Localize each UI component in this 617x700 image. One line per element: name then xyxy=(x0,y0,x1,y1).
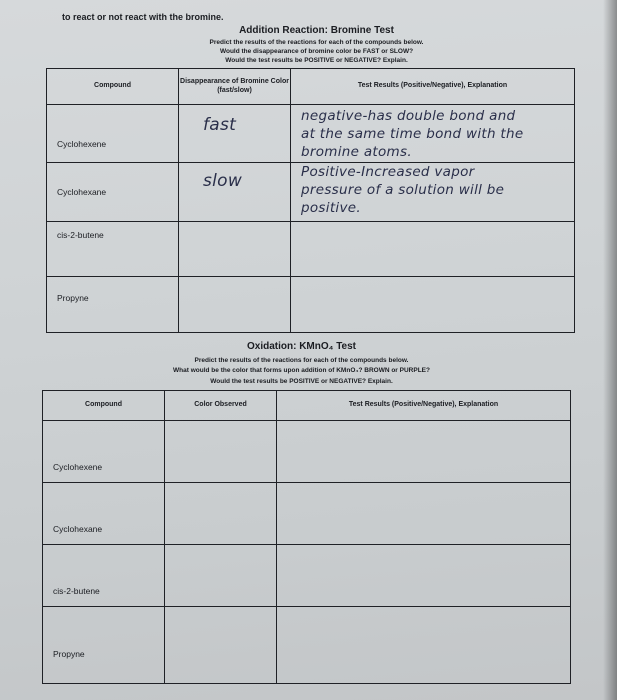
table-row xyxy=(47,277,575,333)
table-row xyxy=(47,222,575,277)
compound-cell: Cyclohexane xyxy=(57,187,107,197)
handwritten-result-line: positive. xyxy=(301,200,361,216)
kmno4-instruction-3: Would the test results be POSITIVE or NEGATIVE? Explain. xyxy=(210,378,393,385)
handwritten-speed: slow xyxy=(203,171,243,191)
table-row xyxy=(43,421,571,483)
bromine-header-row xyxy=(47,69,575,105)
bromine-header-results: Test Results (Positive/Negative), Explanation xyxy=(291,69,575,105)
kmno4-title: Oxidation: KMnO₄ Test xyxy=(246,341,357,352)
table-row xyxy=(43,483,571,545)
handwritten-result-line: negative-has double bond and xyxy=(301,108,516,124)
handwritten-result-line: Positive-Increased vapor xyxy=(301,164,475,180)
kmno4-header-results: Test Results (Positive/Negative), Explanation xyxy=(277,391,571,421)
bromine-header-compound: Compound xyxy=(47,69,179,105)
table-row xyxy=(43,607,571,684)
compound-cell: cis-2-butene xyxy=(57,230,104,240)
bromine-header-disappearance: Disappearance of Bromine Color (fast/slow) xyxy=(179,69,291,105)
kmno4-header-color: Color Observed xyxy=(165,391,277,421)
handwritten-result-line: pressure of a solution will be xyxy=(301,182,505,198)
table-row xyxy=(47,163,575,222)
kmno4-header-compound: Compound xyxy=(43,391,165,421)
intro-line: to react or not react with the bromine. xyxy=(62,12,224,22)
kmno4-instruction-2: What would be the color that forms upon addition of KMnO₄? BROWN or PURPLE? xyxy=(173,367,430,374)
kmno4-header-row xyxy=(43,391,571,421)
compound-cell: cis-2-butene xyxy=(53,586,100,596)
handwritten-result-line: bromine atoms. xyxy=(301,144,412,160)
bromine-instruction-2: Would the disappearance of bromine color be FAST or SLOW? xyxy=(219,48,414,55)
table-row xyxy=(43,545,571,607)
compound-cell: Propyne xyxy=(53,649,85,659)
handwritten-speed: fast xyxy=(203,115,237,135)
compound-cell: Cyclohexene xyxy=(57,139,107,149)
compound-cell: Cyclohexene xyxy=(53,462,103,472)
compound-cell: Propyne xyxy=(57,293,89,303)
compound-cell: Cyclohexane xyxy=(53,524,103,534)
bromine-table xyxy=(46,68,575,333)
kmno4-table xyxy=(42,390,571,684)
kmno4-instruction-1: Predict the results of the reactions for each of the compounds below. xyxy=(194,357,409,364)
table-row xyxy=(47,105,575,163)
bromine-instruction-1: Predict the results of the reactions for each of the compounds below. xyxy=(209,39,424,46)
bromine-title: Addition Reaction: Bromine Test xyxy=(239,25,394,36)
bromine-instruction-3: Would the test results be POSITIVE or NEGATIVE? Explain. xyxy=(225,57,408,64)
handwritten-result-line: at the same time bond with the xyxy=(301,126,524,142)
